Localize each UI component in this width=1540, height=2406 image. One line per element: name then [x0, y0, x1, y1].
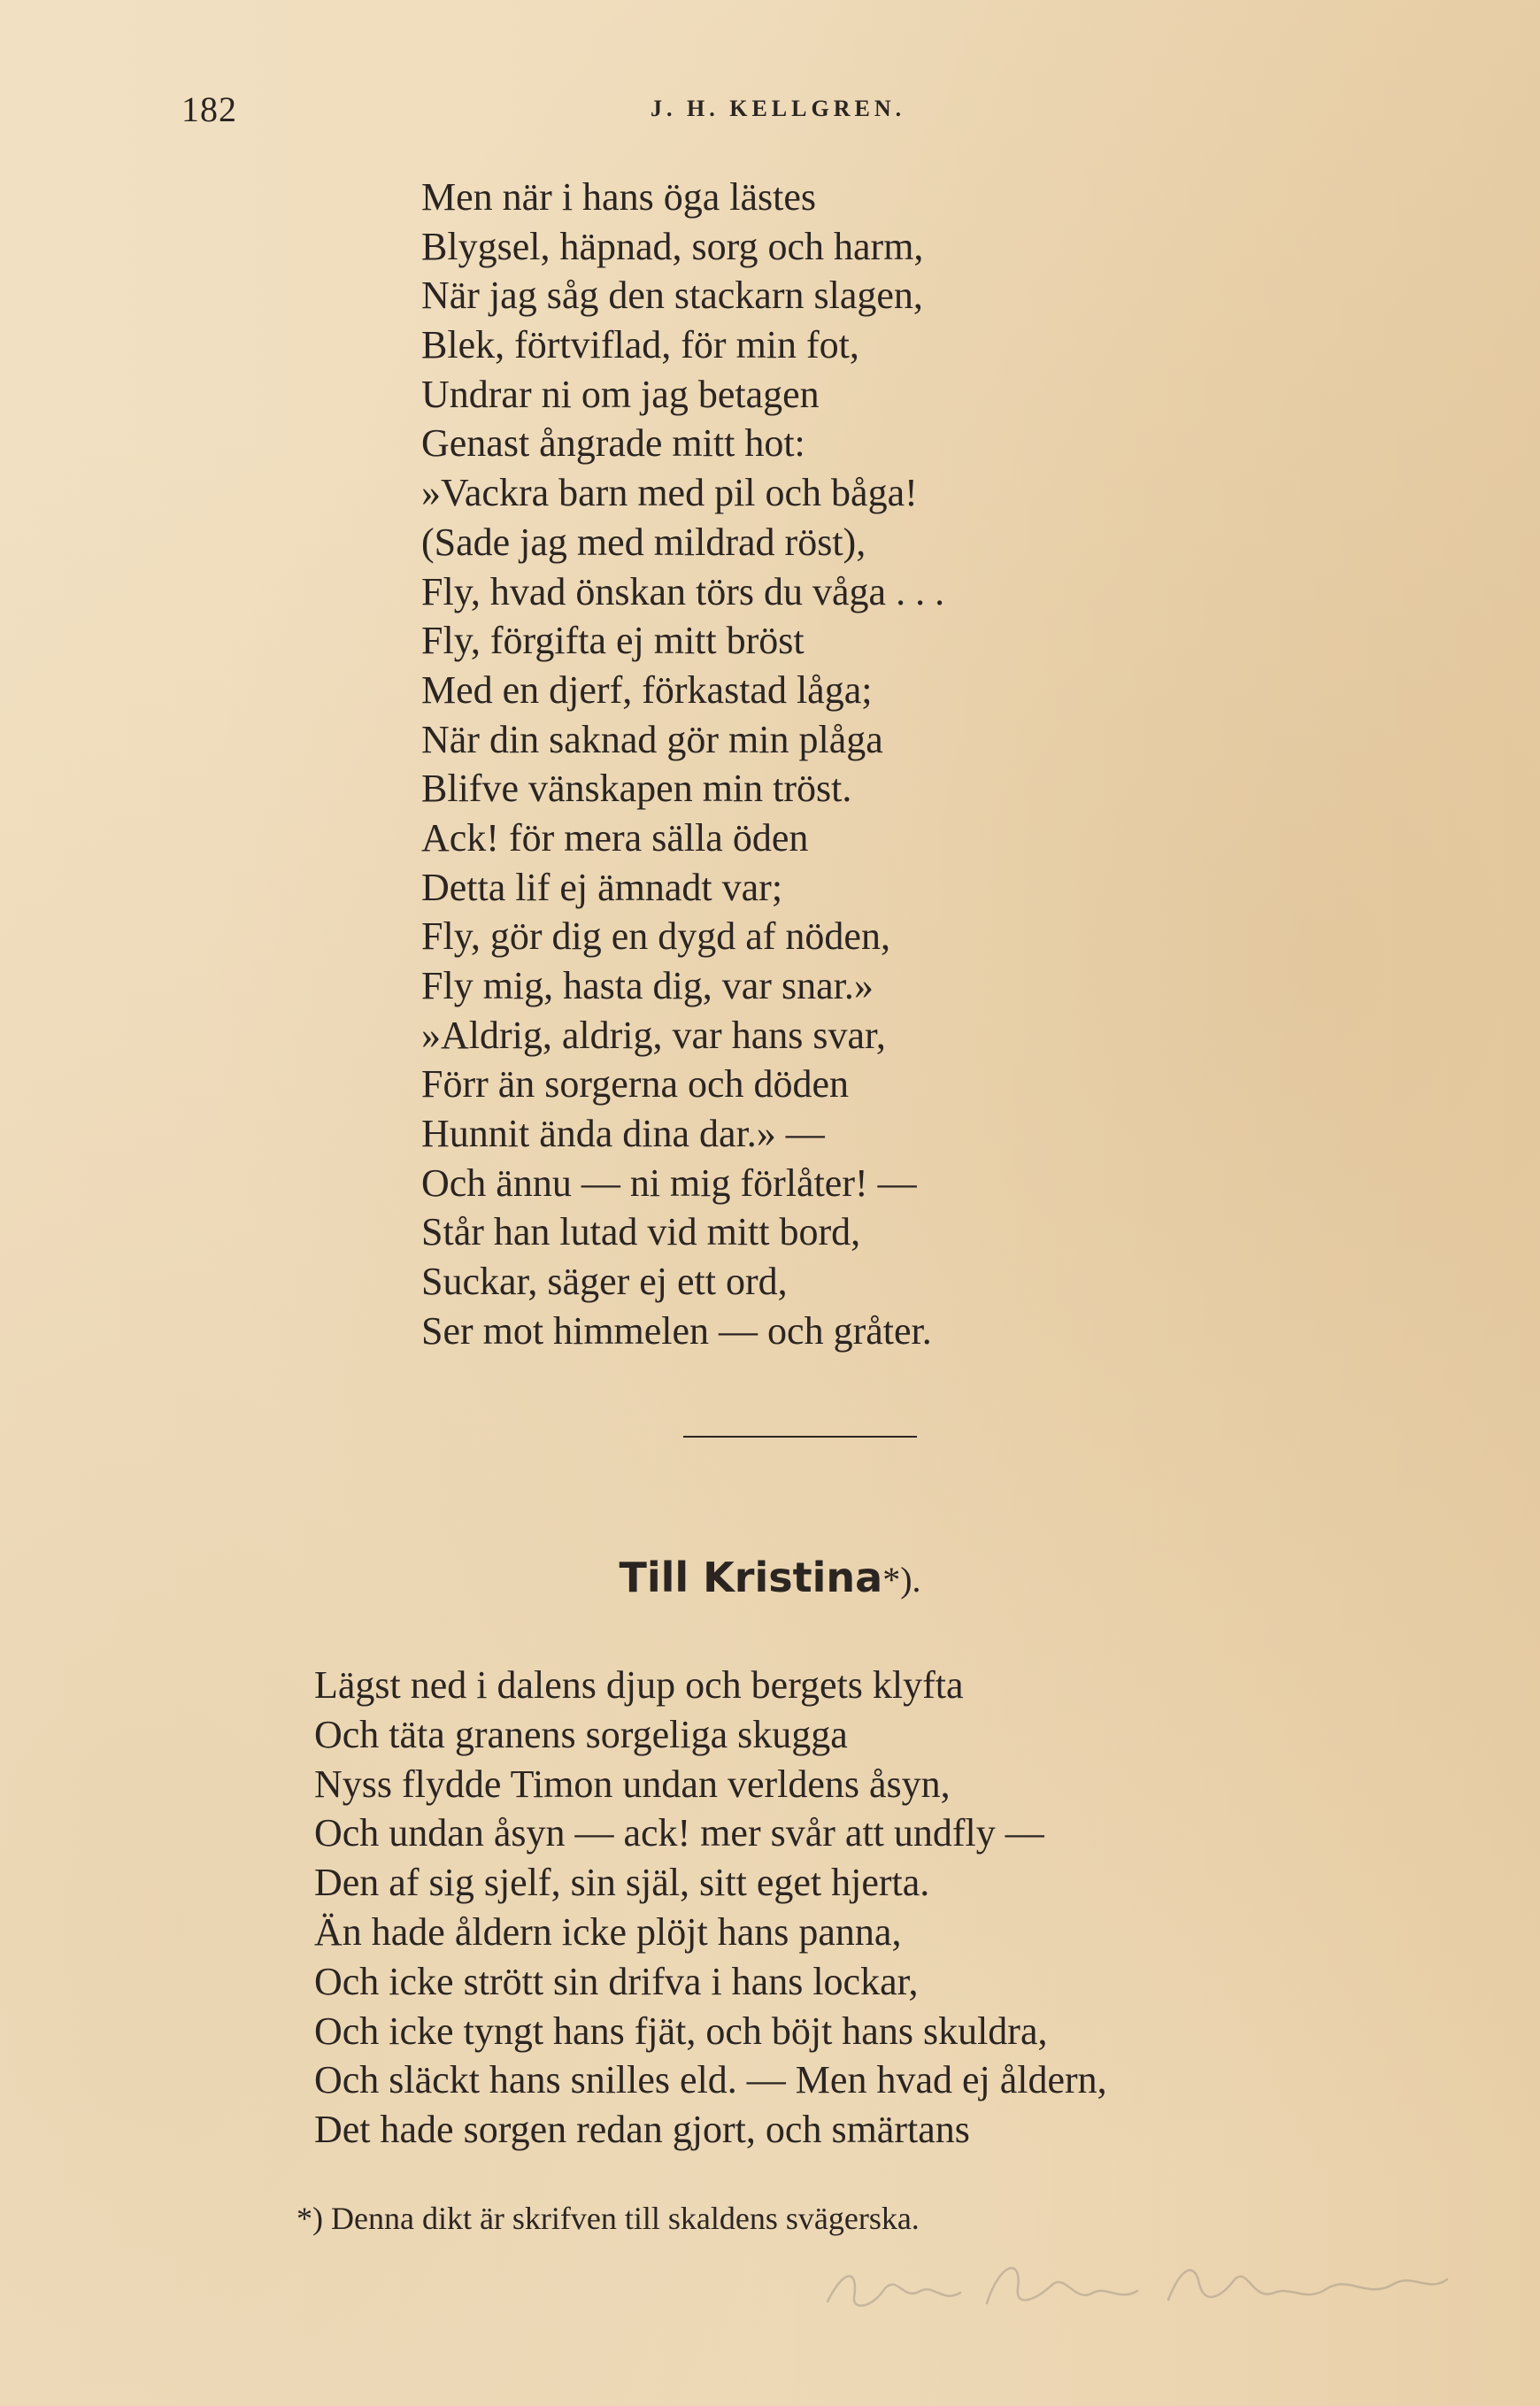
poem-line: Hunnit ända dina dar.» — [421, 1112, 825, 1156]
footnote: *) Denna dikt är skrifven till skaldens svägerska. [296, 2201, 920, 2236]
poem-line: Blygsel, häpnad, sorg och harm, [421, 224, 924, 268]
poem-line: Förr än sorgerna och döden [421, 1062, 850, 1107]
poem-line: Fly mig, hasta dig, var snar.» [421, 964, 874, 1007]
footnote-marker: *). [882, 1560, 921, 1600]
poem-line: Den af sig sjelf, sin själ, sitt eget hjerta. [314, 1861, 930, 1905]
poem-line: Genast ångrade mitt hot: [421, 421, 805, 466]
poem-line: Än hade åldern icke plöjt hans panna, [314, 1909, 902, 1954]
poem-line: Ser mot himmelen — och gråter. [421, 1308, 932, 1353]
poem-line: Och täta granens sorgeliga skugga [314, 1712, 848, 1756]
poem-line: Nyss flydde Timon undan verldens åsyn, [314, 1762, 951, 1806]
poem-stanza-1 [421, 173, 944, 1356]
poem-line: Suckar, säger ej ett ord, [421, 1260, 788, 1304]
poem-line: »Vackra barn med pil och båga! [421, 471, 918, 515]
poem-line: Och icke strött sin drifva i hans lockar, [314, 1959, 919, 2003]
poem-line: (Sade jag med mildrad röst), [421, 520, 866, 564]
poem-line: Blek, förtviflad, för min fot, [421, 323, 859, 367]
poem-line: Fly, förgifta ej mitt bröst [421, 619, 805, 663]
handwritten-pencil-annotation [819, 2248, 1456, 2328]
poem-line: Blifve vänskapen min tröst. [421, 767, 852, 811]
page-number: 182 [181, 89, 237, 129]
poem-line: Och undan åsyn — ack! mer svår att undfly — [314, 1811, 1044, 1855]
poem-title [0, 1554, 1540, 1601]
poem-stanza-2 [314, 1661, 1107, 2155]
poem-line: Fly, hvad önskan törs du våga . . . [421, 569, 945, 613]
poem-title-text: Till Kristina [619, 1554, 883, 1601]
poem-line: Men när i hans öga lästes [421, 175, 816, 219]
poem-line: Ack! för mera sälla öden [421, 815, 809, 860]
poem-line: Lägst ned i dalens djup och bergets klyfta [314, 1663, 964, 1707]
poem-line: Detta lif ej ämnadt var; [421, 865, 783, 909]
poem-line: Står han lutad vid mitt bord, [421, 1210, 861, 1254]
poem-line: När jag såg den stackarn slagen, [421, 274, 923, 318]
poem-line: Och ännu — ni mig förlåter! — [421, 1161, 917, 1205]
section-divider [683, 1436, 917, 1438]
poem-line: Och icke tyngt hans fjät, och böjt hans skuldra, [314, 2009, 1048, 2053]
poem-line: »Aldrig, aldrig, var hans svar, [421, 1013, 886, 1057]
running-head: J. H. KELLGREN. [651, 96, 906, 121]
poem-line: Undrar ni om jag betagen [421, 372, 820, 416]
poem-line: Det hade sorgen redan gjort, och smärtans [314, 2108, 970, 2152]
poem-line: Fly, gör dig en dygd af nöden, [421, 914, 890, 959]
poem-line: När din saknad gör min plåga [421, 717, 883, 761]
running-header [0, 89, 1540, 133]
poem-line: Och släckt hans snilles eld. — Men hvad ej åldern, [314, 2058, 1107, 2102]
poem-line: Med en djerf, förkastad låga; [421, 667, 873, 712]
